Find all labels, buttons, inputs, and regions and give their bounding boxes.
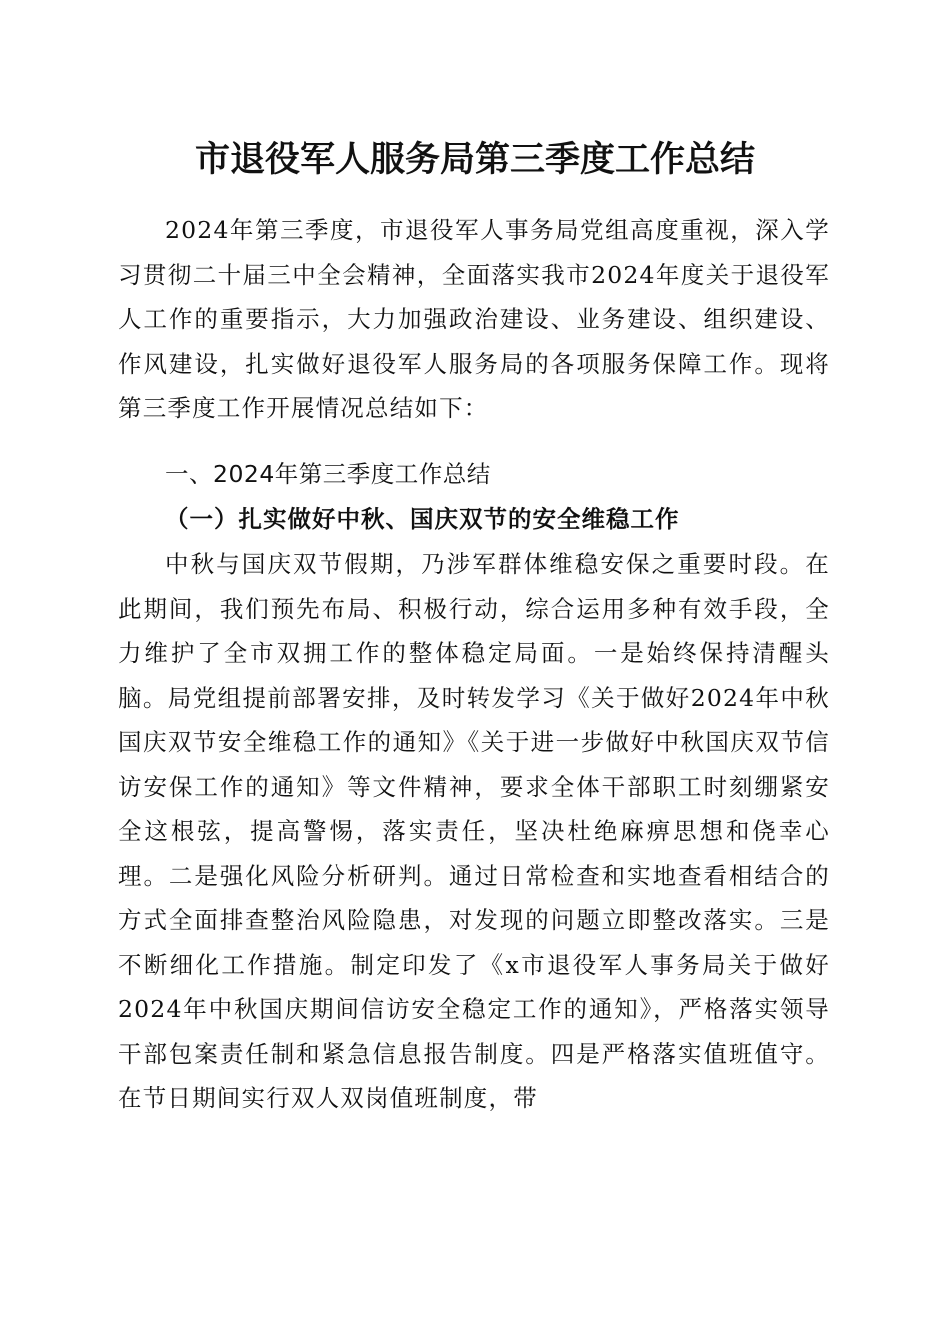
intro-paragraph: 2024年第三季度，市退役军人事务局党组高度重视，深入学习贯彻二十届三中全会精神，全面落实我市2024年度关于退役军人工作的重要指示，大力加强政治建设、业务建设、组织建设、作风建设，扎实做好退役军人服务局的各项服务保障工作。现将第三季度工作开展情况总结如下： [118,216,830,422]
section-heading: 一、2024年第三季度工作总结 [165,460,491,488]
subsection-heading: （一）扎实做好中秋、国庆双节的安全维稳工作 [165,505,680,533]
body-paragraph: 中秋与国庆双节假期，乃涉军群体维稳安保之重要时段。在此期间，我们预先布局、积极行动，综合运用多种有效手段，全力维护了全市双拥工作的整体稳定局面。一是始终保持清醒头脑。局党组提前部署安排，及时转发学习《关于做好2024年中秋国庆双节安全维稳工作的通知》《关于进一步做好中秋国庆双节信访安保工作的通知》等文件精神，要求全体干部职工时刻绷紧安全这根弦，提高警惕，落实责任，坚决杜绝麻痹思想和侥幸心理。二是强化风险分析研判。通过日常检查和实地查看相结合的方式全面排查整治风险隐患，对发现的问题立即整改落实。三是不断细化工作措施。制定印发了《x市退役军人事务局关于做好2024年中秋国庆期间信访安全稳定工作的通知》，严格落实领导干部包案责任制和紧急信息报告制度。四是严格落实值班值守。在节日期间实行双人双岗值班制度，带 [118,550,830,1112]
document-title: 市退役军人服务局第三季度工作总结 [194,139,755,180]
